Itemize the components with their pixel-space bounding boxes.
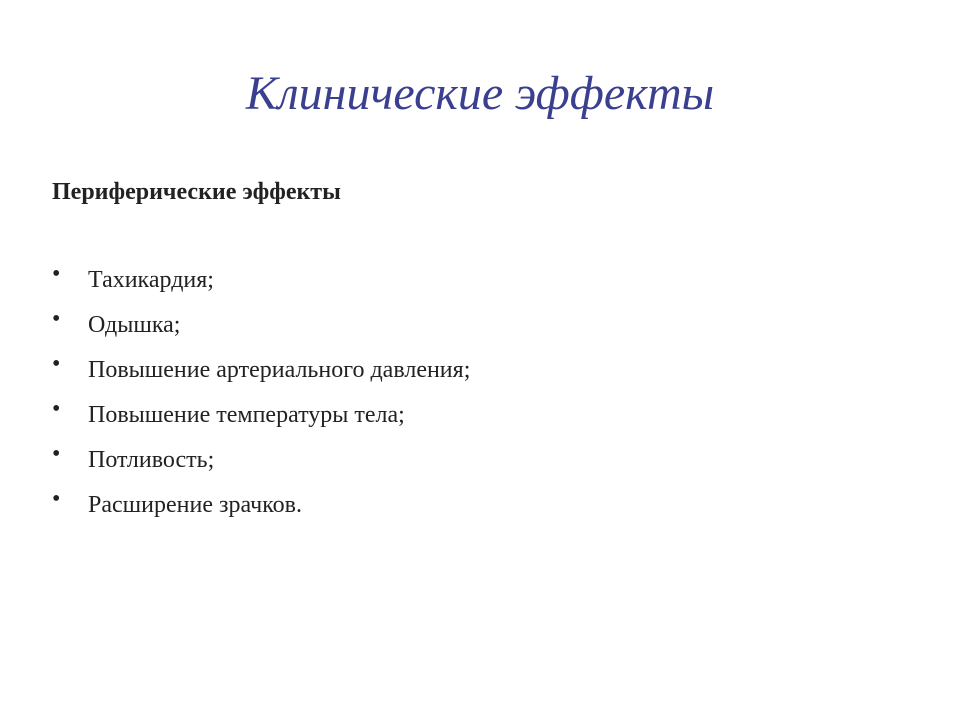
bullet-icon: • <box>52 306 61 332</box>
bullet-icon: • <box>52 396 61 422</box>
slide-title: Клинические эффекты <box>245 67 715 120</box>
bullet-icon: • <box>52 351 61 377</box>
bullet-icon: • <box>52 486 61 512</box>
list-item-text: Повышение артериального давления; <box>88 357 471 383</box>
list-item-text: Повышение температуры тела; <box>88 402 405 428</box>
list-item-text: Расширение зрачков. <box>88 492 302 518</box>
bullet-icon: • <box>52 261 61 287</box>
list-item-text: Потливость; <box>88 447 215 473</box>
list-item-text: Одышка; <box>88 312 181 338</box>
bullet-icon: • <box>52 441 61 467</box>
section-heading: Периферические эффекты <box>52 179 341 205</box>
list-item-text: Тахикардия; <box>88 267 214 293</box>
